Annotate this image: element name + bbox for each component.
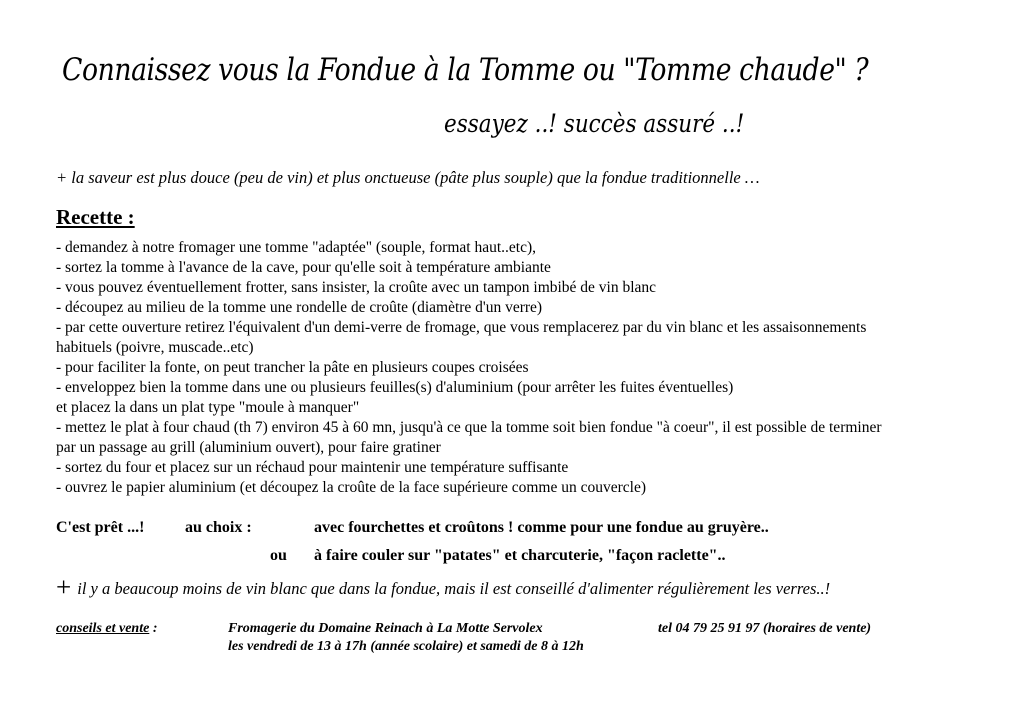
opening-hours: les vendredi de 13 à 17h (année scolaire) et samedi de 8 à 12h (228, 639, 584, 654)
intro-text: + la saveur est plus douce (peu de vin) et plus onctueuse (pâte plus souple) que la fondue traditionnelle … (56, 168, 760, 187)
recipe-line: habituels (poivre, muscade..etc) (56, 339, 254, 356)
recipe-line: - sortez du four et placez sur un réchaud pour maintenir une température suffisante (56, 459, 569, 476)
plus-symbol: + (56, 572, 72, 602)
or-label: ou (270, 547, 287, 564)
page-subtitle: essayez ..! succès assuré ..! (444, 109, 745, 138)
footer-colon: : (152, 621, 158, 636)
wine-note (56, 572, 830, 603)
recipe-line: - demandez à notre fromager une tomme "adaptée" (souple, format haut..etc), (56, 239, 537, 256)
recipe-steps (56, 238, 882, 498)
recipe-line: et placez la dans un plat type "moule à manquer" (56, 399, 360, 416)
recipe-line: - ouvrez le papier aluminium (et découpez la croûte de la face supérieure comme un couvercle) (56, 479, 646, 496)
recipe-line: - mettez le plat à four chaud (th 7) environ 45 à 60 mn, jusqu'à ce que la tomme soit bien fondue "à coeur", il est possible de terminer (56, 419, 882, 436)
choice-label: au choix : (185, 519, 252, 536)
serving-option-2: à faire couler sur "patates" et charcuterie, "façon raclette".. (314, 547, 726, 564)
serving-option-1: avec fourchettes et croûtons ! comme pour une fondue au gruyère.. (314, 519, 769, 536)
recipe-heading: Recette : (56, 205, 135, 229)
recipe-line: - découpez au milieu de la tomme une rondelle de croûte (diamètre d'un verre) (56, 299, 543, 316)
wine-note-text: il y a beaucoup moins de vin blanc que dans la fondue, mais il est conseillé d'alimenter régulièrement les verres..! (77, 579, 831, 598)
phone-info: tel 04 79 25 91 97 (horaires de vente) (658, 621, 872, 636)
recipe-line: - enveloppez bien la tomme dans une ou plusieurs feuilles(s) d'aluminium (pour arrêter les fuites éventuelles) (56, 379, 734, 396)
page-title: Connaissez vous la Fondue à la Tomme ou "Tomme chaude" ? (62, 52, 869, 88)
footer-label (56, 621, 157, 637)
recipe-line: - vous pouvez éventuellement frotter, sans insister, la croûte avec un tampon imbibé de vin blanc (56, 279, 657, 296)
advice-sales-label: conseils et vente (56, 621, 150, 636)
recipe-line: - pour faciliter la fonte, on peut trancher la pâte en plusieurs coupes croisées (56, 359, 529, 376)
shop-name: Fromagerie du Domaine Reinach à La Motte Servolex (228, 621, 543, 636)
ready-text: C'est prêt ...! (56, 519, 145, 536)
recipe-line: - sortez la tomme à l'avance de la cave, pour qu'elle soit à température ambiante (56, 259, 551, 276)
recipe-line: par un passage au grill (aluminium ouvert), pour faire gratiner (56, 439, 441, 456)
recipe-line: - par cette ouverture retirez l'équivalent d'un demi-verre de fromage, que vous remplacerez par du vin blanc et les assaisonnements (56, 319, 867, 336)
